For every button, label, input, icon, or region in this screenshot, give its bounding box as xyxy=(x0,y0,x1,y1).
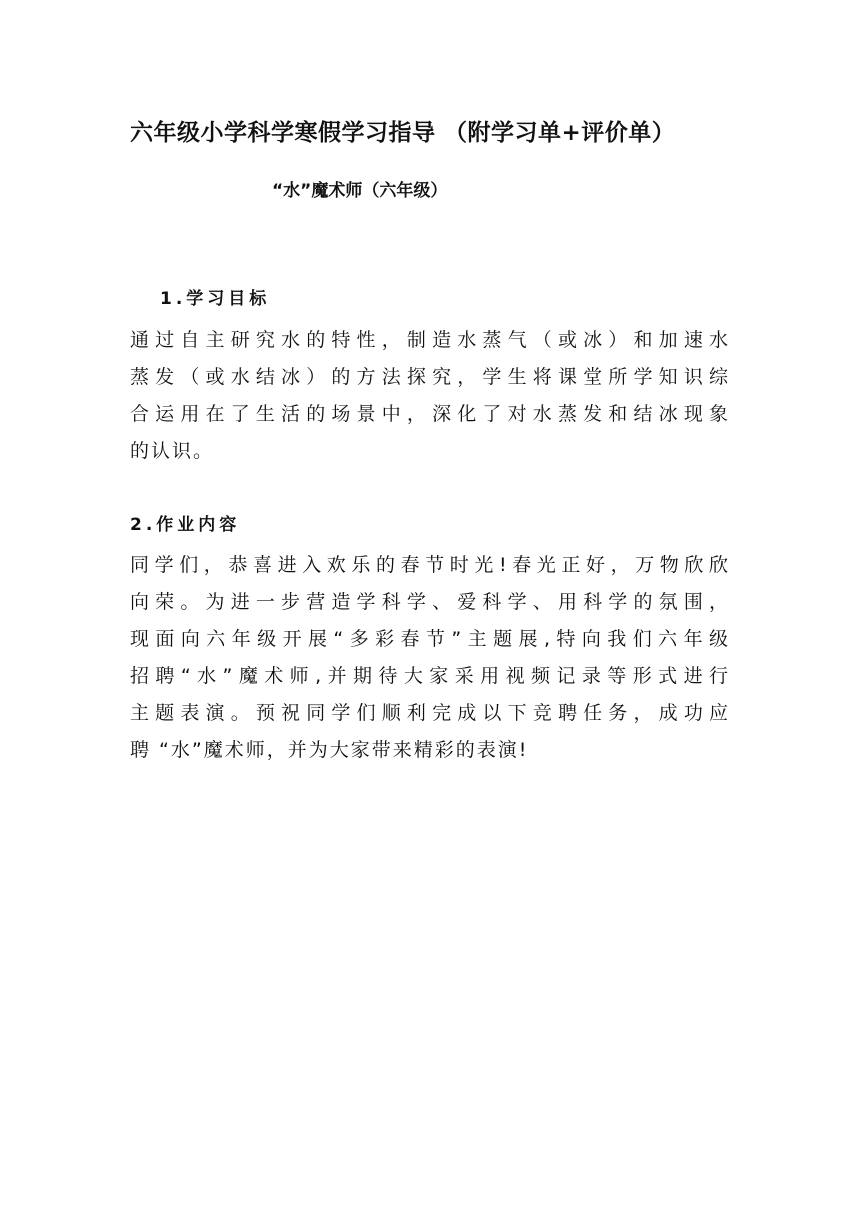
document-subtitle: “水”魔术师（六年级） xyxy=(272,181,448,201)
section-heading-assignment: 2.作业内容 xyxy=(130,515,241,535)
paragraph-line: 的认识。 xyxy=(130,440,215,462)
paragraph-line: 聘 “水”魔术师，并为大家带来精彩的表演! xyxy=(130,739,529,761)
paragraph-learning-goals xyxy=(130,322,730,470)
paragraph-line: 合运用在了生活的场景中，深化了对水蒸发和结冰现象 xyxy=(130,403,730,425)
paragraph-line: 蒸发（或水结冰）的方法探究，学生将课堂所学知识综 xyxy=(130,366,730,388)
document-title: 六年级小学科学寒假学习指导 （附学习单+评价单） xyxy=(130,120,676,146)
section-heading-learning-goals: 1.学习目标 xyxy=(160,289,271,309)
paragraph-line: 向荣。为进一步营造学科学、爱科学、用科学的氛围， xyxy=(130,591,730,613)
paragraph-line: 主题表演。预祝同学们顺利完成以下竞聘任务，成功应 xyxy=(130,702,730,724)
paragraph-line: 同学们，恭喜进入欢乐的春节时光!春光正好，万物欣欣 xyxy=(130,554,730,576)
paragraph-assignment xyxy=(130,547,730,769)
paragraph-line: 现面向六年级开展“多彩春节”主题展,特向我们六年级 xyxy=(130,628,730,650)
paragraph-line: 招聘“水”魔术师,并期待大家采用视频记录等形式进行 xyxy=(130,665,730,687)
paragraph-line: 通过自主研究水的特性，制造水蒸气（或冰）和加速水 xyxy=(130,329,730,351)
